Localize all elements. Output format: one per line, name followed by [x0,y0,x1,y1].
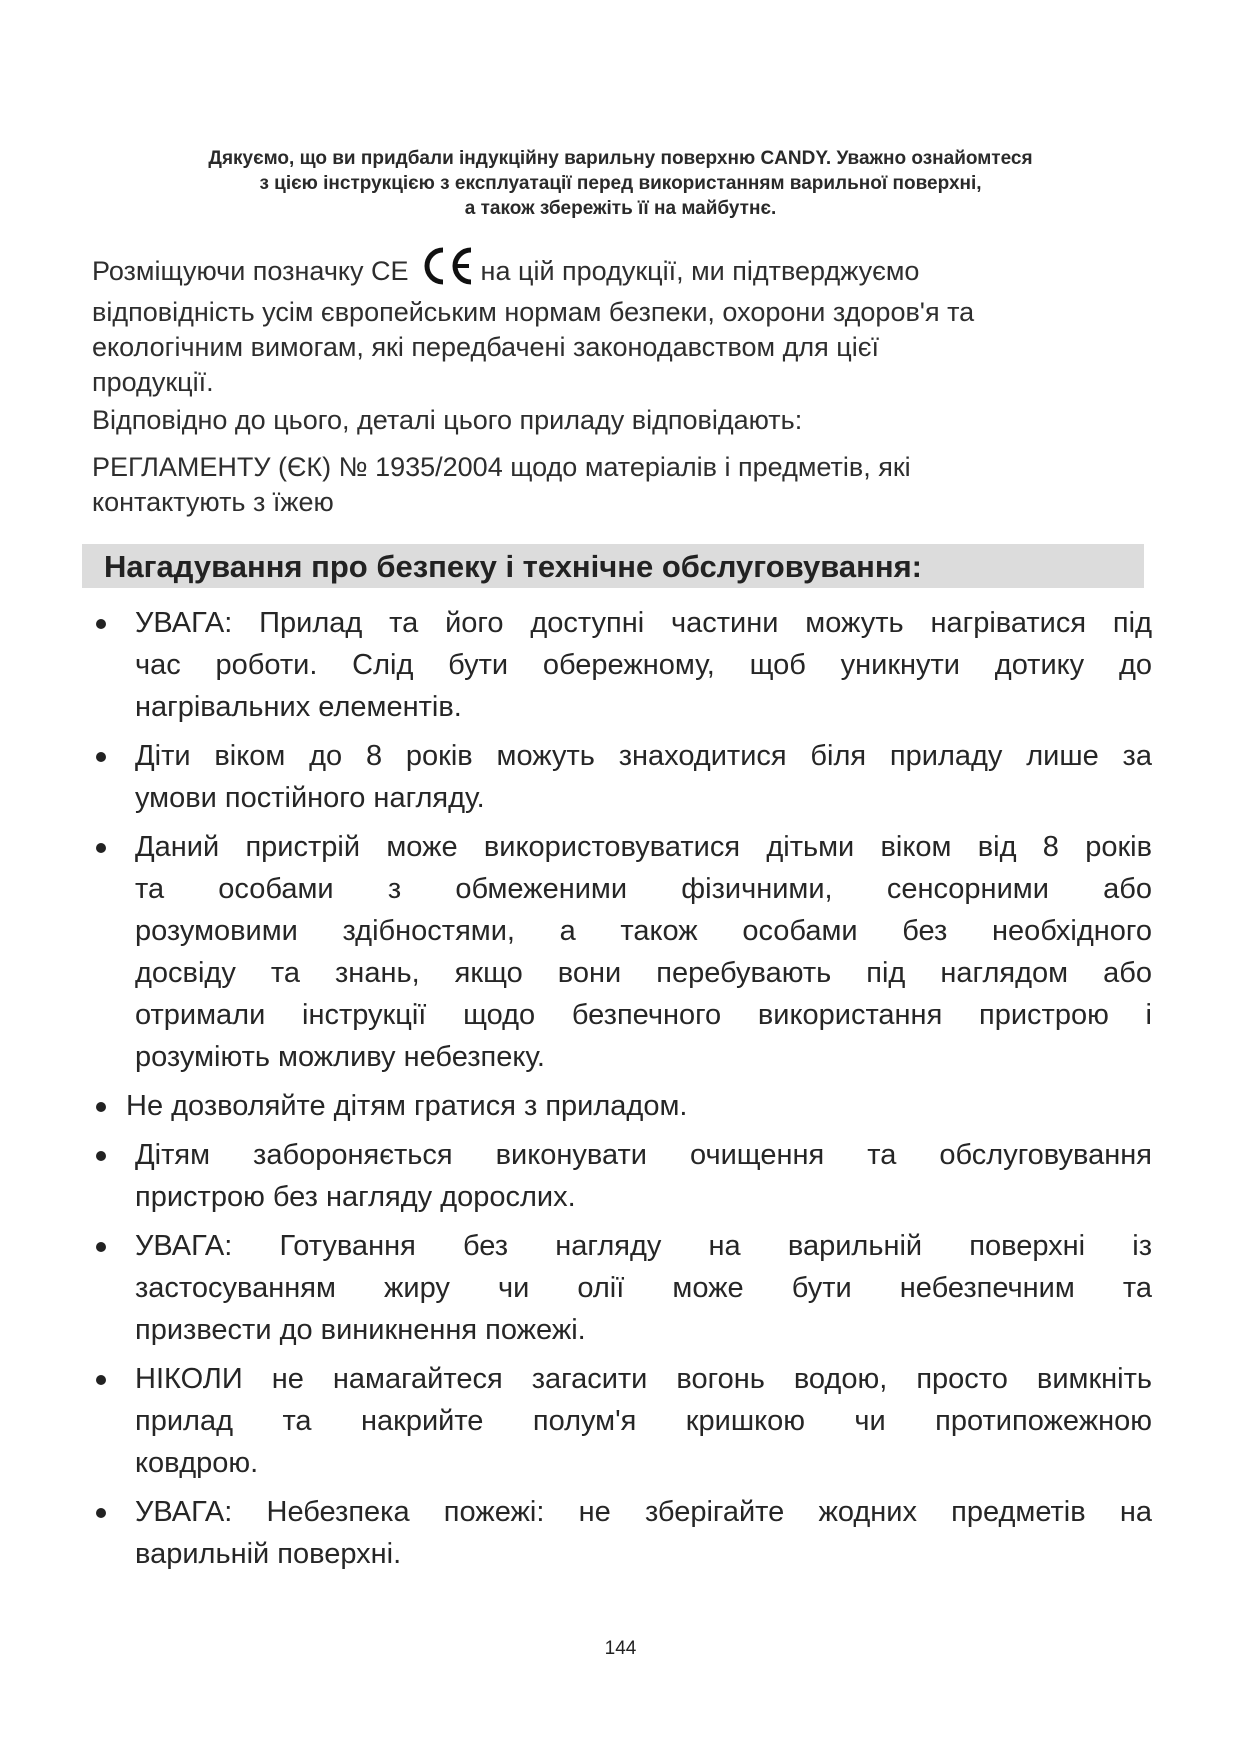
ce-mark-icon [419,246,475,295]
bullet-icon [96,752,106,762]
list-item-line: досвіду та знань, якщо вони перебувають під наглядом або [135,957,1152,989]
list-item [92,1358,1152,1484]
list-item-line: прилад та накрийте полум'я кришкою чи протипожежною [135,1405,1152,1437]
list-item-line: Дітям забороняється виконувати очищення та обслуговування [135,1139,1152,1171]
list-item [92,1225,1152,1351]
ce-text-after: на цій продукції, ми підтверджуємо [480,256,920,286]
bullet-icon [96,843,106,853]
bullet-icon [96,1242,106,1252]
page-number: 144 [604,1638,637,1659]
regulation-line: контактують з їжею [92,487,334,517]
list-item-line: час роботи. Слід бути обережному, щоб уникнути дотику до [135,649,1152,681]
bullet-icon [96,1151,106,1161]
list-item-line: та особами з обмеженими фізичними, сенсорними або [135,873,1152,905]
regulation-paragraph [92,450,1152,520]
list-item [92,1134,1152,1218]
accordingly-paragraph [92,403,1152,438]
list-item-line: розумовими здібностями, а також особами без необхідного [135,915,1152,947]
ce-line: відповідність усім європейським нормам безпеки, охорони здоров'я та [92,297,975,327]
ce-line: екологічним вимогам, які передбачені законодавством для цієї [92,332,879,362]
list-item-line: Діти віком до 8 років можуть знаходитися біля приладу лише за [135,740,1152,772]
bullet-icon [96,1508,106,1518]
list-item [92,1085,1152,1127]
list-item [92,735,1152,819]
list-item-line: Даний пристрій може використовуватися дітьми віком від 8 років [135,831,1152,863]
list-item-line: ковдрою. [135,1447,259,1479]
list-item-line: УВАГА: Небезпека пожежі: не зберігайте жодних предметів на [135,1496,1152,1528]
list-item-line: призвести до виникнення пожежі. [135,1314,586,1346]
intro-line: а також збережіть її на майбутнє. [464,198,777,219]
list-item-line: розуміють можливу небезпеку. [135,1041,545,1073]
safety-list [92,602,1152,1582]
list-item-line: НІКОЛИ не намагайтеся загасити вогонь водою, просто вимкніть [135,1363,1152,1395]
bullet-icon [96,1375,106,1385]
section-header [82,544,1144,588]
list-item [92,826,1152,1078]
accordingly-line: Відповідно до цього, деталі цього приладу відповідають: [92,405,803,435]
intro-note [100,146,1141,221]
ce-first-line [92,246,1152,295]
bullet-icon [96,619,106,629]
list-item [92,602,1152,728]
ce-paragraph [92,246,1152,400]
list-item-line: УВАГА: Готування без нагляду на варильній поверхні із [135,1230,1152,1262]
list-item-line: отримали інструкції щодо безпечного використання пристрою і [135,999,1152,1031]
list-item-line: Не дозволяйте дітям гратися з приладом. [126,1090,688,1122]
list-item [92,1491,1152,1575]
ce-text-before: Розміщуючи позначку CE [92,256,409,286]
list-item-line: пристрою без нагляду дорослих. [135,1181,576,1213]
section-title: Нагадування про безпеку і технічне обслуговування: [104,549,923,584]
bullet-icon [96,1102,106,1112]
list-item-line: варильній поверхні. [135,1538,402,1570]
list-item-line: застосуванням жиру чи олії може бути небезпечним та [135,1272,1152,1304]
regulation-line: РЕГЛАМЕНТУ (ЄК) № 1935/2004 щодо матеріалів і предметів, які [92,452,911,482]
intro-line: Дякуємо, що ви придбали індукційну варильну поверхню CANDY. Уважно ознайомтеся [208,148,1033,169]
list-item-line: нагрівальних елементів. [135,691,462,723]
intro-line: з цією інструкцією з експлуатації перед використанням варильної поверхні, [259,173,982,194]
list-item-line: умови постійного нагляду. [135,782,485,814]
list-item-line: УВАГА: Прилад та його доступні частини можуть нагріватися під [135,607,1152,639]
ce-line: продукції. [92,367,214,397]
